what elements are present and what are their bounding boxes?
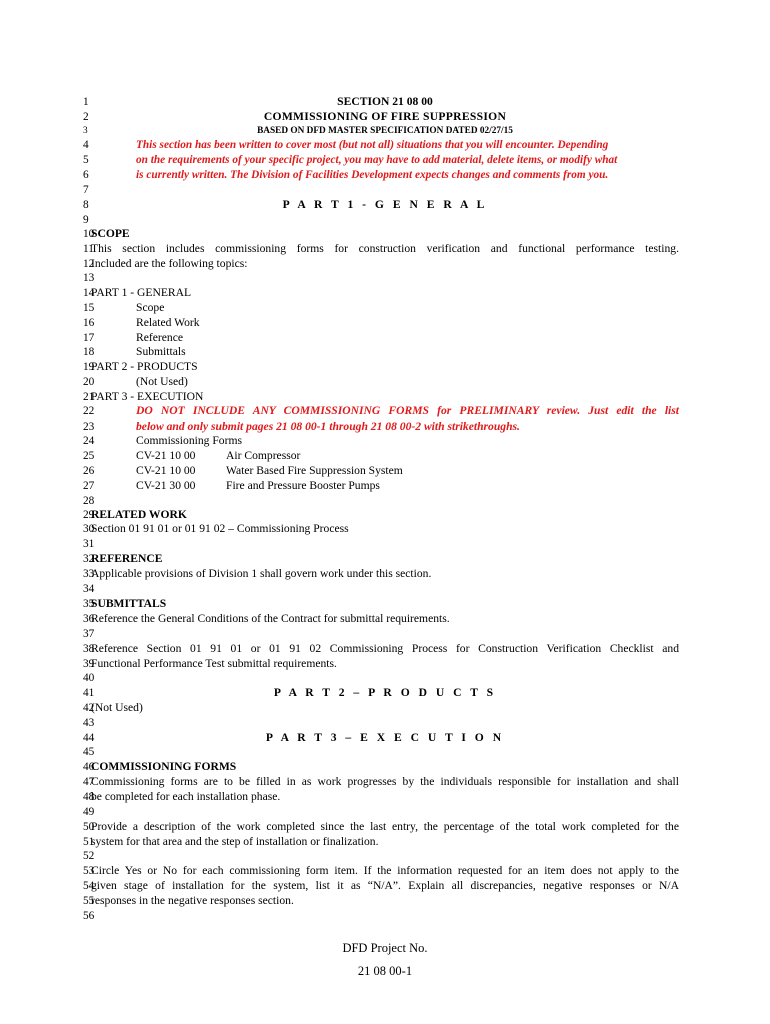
line-number: 1 xyxy=(83,96,89,108)
line-number: 8 xyxy=(83,199,89,211)
section-title: COMMISSIONING OF FIRE SUPPRESSION xyxy=(263,110,507,123)
line-number: 29 xyxy=(83,509,95,521)
form-name-2: Water Based Fire Suppression System xyxy=(226,464,403,477)
submittals-text: Reference the General Conditions of the Contract for submittal requirements. xyxy=(91,612,450,625)
toc-scope: Scope xyxy=(136,301,165,314)
line-number: 7 xyxy=(83,184,89,196)
form-name-1: Air Compressor xyxy=(226,449,301,462)
line-number: 10 xyxy=(83,228,95,240)
editor-note-line-3: is currently written. The Division of Facilities Development expects changes and comments from you. xyxy=(136,169,609,181)
toc-part-2: PART 2 - PRODUCTS xyxy=(91,360,198,373)
line-number: 4 xyxy=(83,139,89,151)
line-number: 53 xyxy=(83,865,95,877)
reference-heading: REFERENCE xyxy=(91,552,163,565)
line-number: 47 xyxy=(83,776,95,788)
based-on-note: BASED ON DFD MASTER SPECIFICATION DATED 02/27/15 xyxy=(257,126,513,136)
paragraph-3-line-3: responses in the negative responses section. xyxy=(91,894,294,907)
submittals-heading: SUBMITTALS xyxy=(91,597,167,610)
toc-commissioning-forms: Commissioning Forms xyxy=(136,434,242,447)
footer-page-number: 21 08 00-1 xyxy=(357,964,413,978)
line-number: 41 xyxy=(83,687,95,699)
line-number: 19 xyxy=(83,361,95,373)
line-number: 18 xyxy=(83,346,95,358)
line-number: 34 xyxy=(83,583,95,595)
submittals-text-2a: Reference Section 01 91 01 or 01 91 02 Commissioning Process for Construction Verification Checklist and xyxy=(91,642,679,655)
part-1-heading: P A R T 1 - G E N E R A L xyxy=(282,198,488,211)
line-number: 49 xyxy=(83,806,95,818)
warning-line-1: DO NOT INCLUDE ANY COMMISSIONING FORMS for PRELIMINARY review. Just edit the list xyxy=(136,404,679,417)
line-number: 11 xyxy=(83,243,94,255)
submittals-text-2b: Functional Performance Test submittal requirements. xyxy=(91,657,337,670)
part-2-heading: P A R T 2 – P R O D U C T S xyxy=(273,686,497,699)
reference-text: Applicable provisions of Division 1 shall govern work under this section. xyxy=(91,567,432,580)
line-number: 3 xyxy=(83,126,88,136)
line-number: 25 xyxy=(83,450,95,462)
editor-note-line-1: This section has been written to cover most (but not all) situations that you will encounter. Depending xyxy=(136,139,609,151)
paragraph-3-line-2: given stage of installation for the system, list it as “N/A”. Explain all discrepancies, negative responses or N/A xyxy=(91,879,679,892)
line-number: 56 xyxy=(83,910,95,922)
footer-project: DFD Project No. xyxy=(342,941,428,955)
line-number: 38 xyxy=(83,643,95,655)
toc-part-3: PART 3 - EXECUTION xyxy=(91,390,204,403)
line-number: 17 xyxy=(83,332,95,344)
form-name-3: Fire and Pressure Booster Pumps xyxy=(226,479,380,492)
line-number: 6 xyxy=(83,169,89,181)
line-number: 46 xyxy=(83,761,95,773)
section-number: SECTION 21 08 00 xyxy=(337,95,433,108)
line-number: 24 xyxy=(83,435,95,447)
form-code-1: CV-21 10 00 xyxy=(136,449,196,462)
line-number: 30 xyxy=(83,523,95,535)
paragraph-1-line-2: be completed for each installation phase. xyxy=(91,790,281,803)
paragraph-3-line-1: Circle Yes or No for each commissioning form item. If the information requested for an item does not apply to the xyxy=(91,864,679,877)
line-number: 20 xyxy=(83,376,95,388)
line-number: 32 xyxy=(83,553,95,565)
line-number: 37 xyxy=(83,628,95,640)
toc-submittals: Submittals xyxy=(136,345,186,358)
line-number: 42 xyxy=(83,702,95,714)
paragraph-1-line-1: Commissioning forms are to be filled in as work progresses by the individuals responsible for installation and shall xyxy=(91,775,679,788)
line-number: 16 xyxy=(83,317,95,329)
line-number: 35 xyxy=(83,598,95,610)
line-number: 26 xyxy=(83,465,95,477)
toc-part-1: PART 1 - GENERAL xyxy=(91,286,192,299)
line-number: 31 xyxy=(83,538,95,550)
line-number: 51 xyxy=(83,836,95,848)
toc-related-work: Related Work xyxy=(136,316,200,329)
related-work-heading: RELATED WORK xyxy=(91,508,187,521)
line-number: 36 xyxy=(83,613,95,625)
line-number: 9 xyxy=(83,214,89,226)
related-work-text: Section 01 91 01 or 01 91 02 – Commissioning Process xyxy=(91,522,349,535)
editor-note-line-2: on the requirements of your specific project, you may have to add material, delete items, or modify what xyxy=(136,154,618,166)
line-number: 22 xyxy=(83,405,95,417)
part-2-not-used: (Not Used) xyxy=(91,701,143,714)
line-number: 55 xyxy=(83,895,95,907)
line-number: 45 xyxy=(83,746,95,758)
line-number: 5 xyxy=(83,154,89,166)
line-number: 44 xyxy=(83,732,95,744)
scope-text-line-1: This section includes commissioning forms for construction verification and functional performance testing. xyxy=(91,242,679,255)
warning-line-2: below and only submit pages 21 08 00-1 through 21 08 00-2 with strikethroughs. xyxy=(136,420,520,433)
line-number: 50 xyxy=(83,821,95,833)
line-number: 33 xyxy=(83,568,95,580)
line-number: 39 xyxy=(83,658,95,670)
line-number: 48 xyxy=(83,791,95,803)
form-code-3: CV-21 30 00 xyxy=(136,479,196,492)
line-number: 14 xyxy=(83,287,95,299)
scope-heading: SCOPE xyxy=(91,227,130,240)
line-number: 21 xyxy=(83,391,95,403)
commissioning-forms-heading: COMMISSIONING FORMS xyxy=(91,760,237,773)
line-number: 43 xyxy=(83,717,95,729)
line-number: 12 xyxy=(83,258,95,270)
paragraph-2-line-1: Provide a description of the work completed since the last entry, the percentage of the total work completed for the xyxy=(91,820,679,833)
line-number: 54 xyxy=(83,880,95,892)
paragraph-2-line-2: system for that area and the step of installation or finalization. xyxy=(91,835,379,848)
part-3-heading: P A R T 3 – E X E C U T I O N xyxy=(265,731,505,744)
toc-not-used: (Not Used) xyxy=(136,375,188,388)
line-number: 15 xyxy=(83,302,95,314)
line-number: 13 xyxy=(83,272,95,284)
line-number: 28 xyxy=(83,495,95,507)
line-number: 40 xyxy=(83,672,95,684)
toc-reference: Reference xyxy=(136,331,183,344)
line-number: 27 xyxy=(83,480,95,492)
scope-text-line-2: Included are the following topics: xyxy=(91,257,248,270)
form-code-2: CV-21 10 00 xyxy=(136,464,196,477)
line-number: 52 xyxy=(83,850,95,862)
line-number: 23 xyxy=(83,421,95,433)
line-number: 2 xyxy=(83,111,89,123)
